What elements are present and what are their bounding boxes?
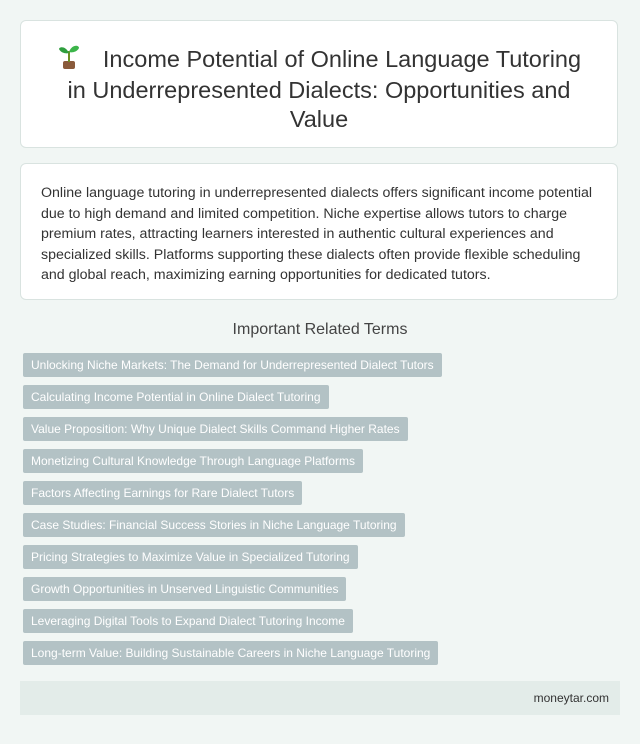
page-title-text: Income Potential of Online Language Tutoring in Underrepresented Dialects: Opportunities and Value xyxy=(67,46,582,132)
related-term-tag[interactable]: Growth Opportunities in Unserved Linguistic Communities xyxy=(23,577,346,601)
related-terms-heading: Important Related Terms xyxy=(232,321,408,338)
page-title xyxy=(45,43,593,134)
title-card xyxy=(20,20,618,148)
related-term-tag[interactable]: Calculating Income Potential in Online Dialect Tutoring xyxy=(23,385,329,409)
related-term-tag[interactable]: Value Proposition: Why Unique Dialect Skills Command Higher Rates xyxy=(23,417,408,441)
footer xyxy=(20,681,620,715)
intro-paragraph: Online language tutoring in underrepresented dialects offers significant income potential due to high demand and limited competition. Niche expertise allows tutors to charge premium rates, attracting learners interested in authentic cultural experiences and specialized skills. Platforms supporting these dialects often provide flexible scheduling and global reach, maximizing earning opportunities for dedicated tutors. xyxy=(41,185,593,283)
intro-card xyxy=(20,163,618,300)
related-term-tag[interactable]: Monetizing Cultural Knowledge Through Language Platforms xyxy=(23,449,363,473)
related-term-tag[interactable]: Leveraging Digital Tools to Expand Dialect Tutoring Income xyxy=(23,609,353,633)
related-terms-list xyxy=(23,353,623,673)
related-term-tag[interactable]: Unlocking Niche Markets: The Demand for Underrepresented Dialect Tutors xyxy=(23,353,442,377)
footer-site[interactable]: moneytar.com xyxy=(533,691,609,705)
related-term-tag[interactable]: Pricing Strategies to Maximize Value in Specialized Tutoring xyxy=(23,545,358,569)
related-term-tag[interactable]: Case Studies: Financial Success Stories in Niche Language Tutoring xyxy=(23,513,405,537)
sprout-icon xyxy=(57,43,81,76)
related-term-tag[interactable]: Long-term Value: Building Sustainable Careers in Niche Language Tutoring xyxy=(23,641,438,665)
related-term-tag[interactable]: Factors Affecting Earnings for Rare Dialect Tutors xyxy=(23,481,302,505)
